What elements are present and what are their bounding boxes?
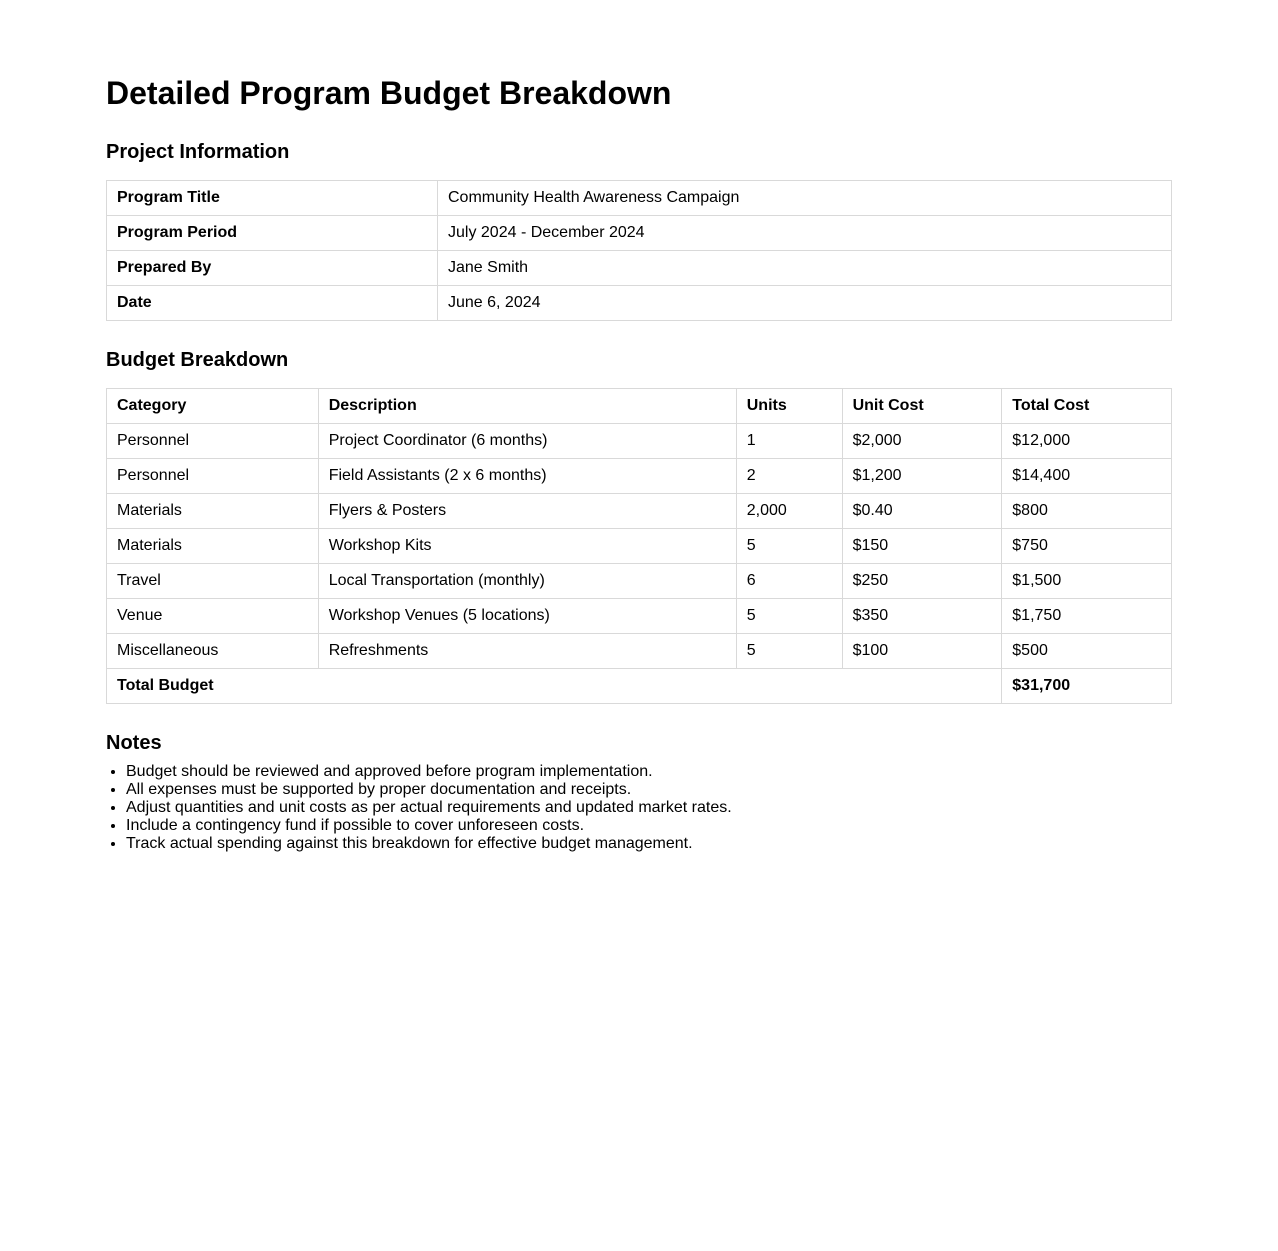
category-cell: Venue xyxy=(107,599,319,634)
page-title: Detailed Program Budget Breakdown xyxy=(106,75,672,111)
units-cell: 5 xyxy=(736,634,842,669)
units-cell: 5 xyxy=(736,529,842,564)
table-row xyxy=(107,286,1172,321)
info-value: July 2024 - December 2024 xyxy=(438,216,1172,251)
info-label: Prepared By xyxy=(107,251,438,286)
category-cell: Personnel xyxy=(107,459,319,494)
unit-cost-cell: $1,200 xyxy=(842,459,1002,494)
list-item: • Adjust quantities and unit costs as per actual requirements and updated market rates. xyxy=(126,799,1172,817)
units-cell: 1 xyxy=(736,424,842,459)
category-cell: Materials xyxy=(107,529,319,564)
list-item: • All expenses must be supported by proper documentation and receipts. xyxy=(126,781,1172,799)
table-row xyxy=(107,529,1172,564)
total-cost-cell: $500 xyxy=(1002,634,1172,669)
total-value: $31,700 xyxy=(1002,669,1172,704)
notes-list xyxy=(106,763,1172,853)
table-row xyxy=(107,599,1172,634)
budget-table xyxy=(106,388,1172,704)
table-row xyxy=(107,459,1172,494)
description-cell: Flyers & Posters xyxy=(318,494,736,529)
table-row xyxy=(107,424,1172,459)
budget-heading: Budget Breakdown xyxy=(106,349,289,371)
column-header-category: Category xyxy=(107,389,319,424)
list-item: • Include a contingency fund if possible to cover unforeseen costs. xyxy=(126,817,1172,835)
table-row xyxy=(107,564,1172,599)
total-cost-cell: $12,000 xyxy=(1002,424,1172,459)
total-cost-cell: $1,500 xyxy=(1002,564,1172,599)
unit-cost-cell: $100 xyxy=(842,634,1002,669)
category-cell: Miscellaneous xyxy=(107,634,319,669)
table-row xyxy=(107,634,1172,669)
info-label: Date xyxy=(107,286,438,321)
notes-heading: Notes xyxy=(106,732,162,754)
description-cell: Workshop Kits xyxy=(318,529,736,564)
info-label: Program Title xyxy=(107,181,438,216)
category-cell: Travel xyxy=(107,564,319,599)
column-header-unit-cost: Unit Cost xyxy=(842,389,1002,424)
column-header-units: Units xyxy=(736,389,842,424)
list-item: • Budget should be reviewed and approved before program implementation. xyxy=(126,763,1172,781)
unit-cost-cell: $350 xyxy=(842,599,1002,634)
list-item: • Track actual spending against this breakdown for effective budget management. xyxy=(126,835,1172,853)
total-cost-cell: $750 xyxy=(1002,529,1172,564)
category-cell: Personnel xyxy=(107,424,319,459)
table-row xyxy=(107,216,1172,251)
project-info-table xyxy=(106,180,1172,321)
description-cell: Refreshments xyxy=(318,634,736,669)
info-label: Program Period xyxy=(107,216,438,251)
column-header-description: Description xyxy=(318,389,736,424)
info-value: Community Health Awareness Campaign xyxy=(438,181,1172,216)
total-cost-cell: $1,750 xyxy=(1002,599,1172,634)
info-value: June 6, 2024 xyxy=(438,286,1172,321)
project-info-heading: Project Information xyxy=(106,141,290,163)
unit-cost-cell: $2,000 xyxy=(842,424,1002,459)
description-cell: Field Assistants (2 x 6 months) xyxy=(318,459,736,494)
table-row xyxy=(107,181,1172,216)
category-cell: Materials xyxy=(107,494,319,529)
table-row xyxy=(107,251,1172,286)
total-cost-cell: $800 xyxy=(1002,494,1172,529)
unit-cost-cell: $250 xyxy=(842,564,1002,599)
units-cell: 2,000 xyxy=(736,494,842,529)
total-label: Total Budget xyxy=(107,669,1002,704)
description-cell: Local Transportation (monthly) xyxy=(318,564,736,599)
info-value: Jane Smith xyxy=(438,251,1172,286)
unit-cost-cell: $0.40 xyxy=(842,494,1002,529)
description-cell: Workshop Venues (5 locations) xyxy=(318,599,736,634)
units-cell: 6 xyxy=(736,564,842,599)
units-cell: 5 xyxy=(736,599,842,634)
total-cost-cell: $14,400 xyxy=(1002,459,1172,494)
total-row xyxy=(107,669,1172,704)
table-row xyxy=(107,494,1172,529)
table-header-row xyxy=(107,389,1172,424)
description-cell: Project Coordinator (6 months) xyxy=(318,424,736,459)
document-page xyxy=(106,0,1172,853)
column-header-total-cost: Total Cost xyxy=(1002,389,1172,424)
units-cell: 2 xyxy=(736,459,842,494)
unit-cost-cell: $150 xyxy=(842,529,1002,564)
